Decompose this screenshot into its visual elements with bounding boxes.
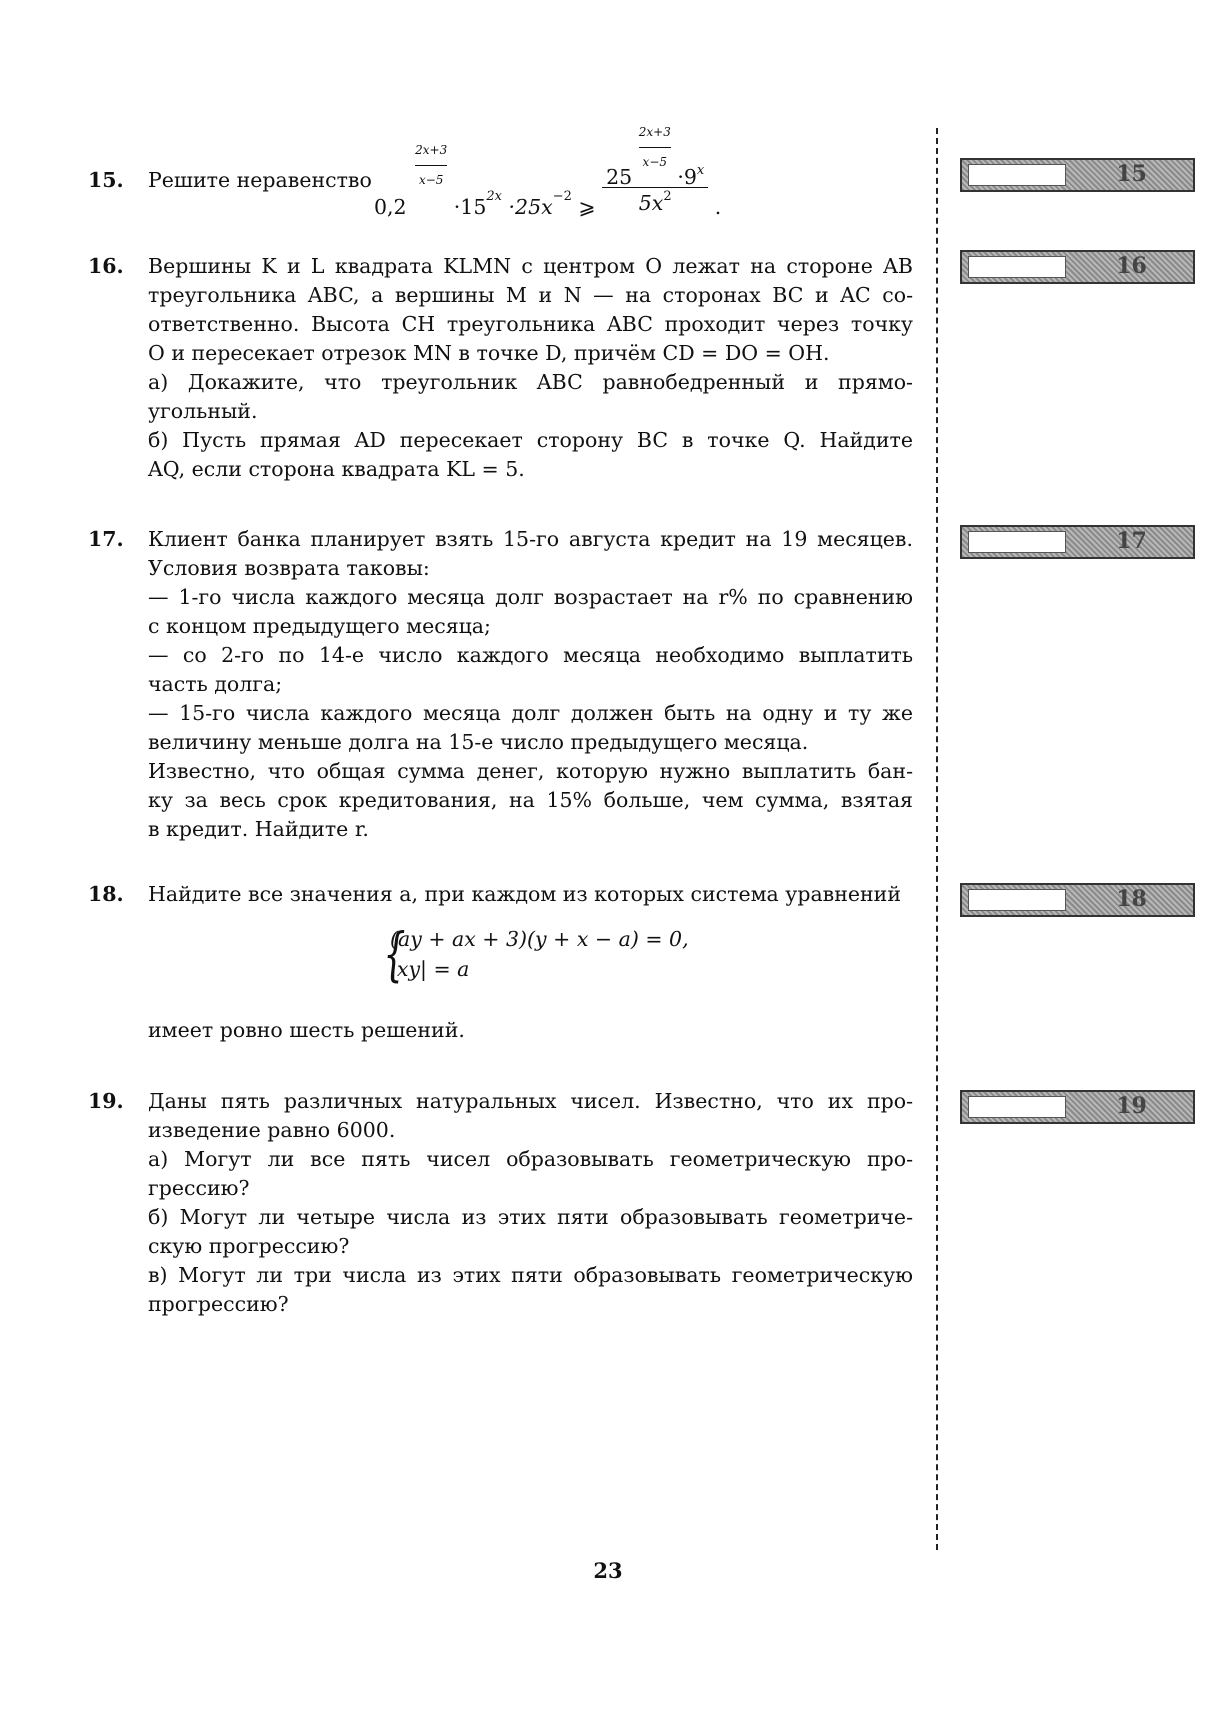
answer-box-label: 19 (1116, 1093, 1147, 1119)
part-a-line: а) Могут ли все пять чисел образовывать геометрическую про- (148, 1147, 913, 1171)
answer-box-label: 17 (1116, 528, 1147, 554)
cut-line (936, 128, 938, 1550)
text-line: треугольника ABC, а вершины M и N — на сторонах BC и AC со- (148, 283, 913, 307)
part-b-line: AQ, если сторона квадрата KL = 5. (148, 457, 525, 481)
problem-18 (88, 880, 913, 1060)
equation-2: |xy| = a (390, 957, 470, 981)
problem-17 (88, 525, 913, 844)
part-c-line: прогрессию? (148, 1292, 289, 1316)
part-a-line: угольный. (148, 399, 258, 423)
text-line: — со 2-го по 14-е число каждого месяца необходимо выплатить (148, 643, 913, 667)
answer-field-15[interactable] (968, 164, 1066, 186)
answer-box-label: 15 (1116, 161, 1147, 187)
answer-box-label: 16 (1116, 253, 1147, 279)
text-line: Условия возврата таковы: (148, 556, 430, 580)
text-line: с концом предыдущего месяца; (148, 614, 491, 638)
problem-number: 15. (88, 168, 124, 192)
problem-18-tail (148, 1016, 913, 1045)
problem-18-body (148, 880, 913, 909)
inequality-formula: 0,2 $\frac{2x+3}{x-5}$ $\cdot 15_{2x} \cdot 25x_{-2}$ ⩾ 25 $\frac{2x+3}{x-5}$ ·9x $5x^2$ . (374, 140, 721, 234)
text-line: Клиент банка планирует взять 15-го августа кредит на 19 месяцев. (148, 527, 913, 551)
answer-field-17[interactable] (968, 531, 1066, 553)
problem-16-body (148, 252, 913, 484)
text-line: — 15-го числа каждого месяца долг должен быть на одну и ту же (148, 701, 913, 725)
answer-field-19[interactable] (968, 1096, 1066, 1118)
text-line: Найдите все значения a, при каждом из которых система уравнений (148, 882, 902, 906)
answer-box-15[interactable] (960, 158, 1195, 192)
text-line: имеет ровно шесть решений. (148, 1018, 465, 1042)
problem-16 (88, 252, 913, 484)
answer-box-17[interactable] (960, 525, 1195, 559)
part-b-line: б) Пусть прямая AD пересекает сторону BC в точке Q. Найдите (148, 428, 913, 452)
answer-field-18[interactable] (968, 889, 1066, 911)
text-line: изведение равно 6000. (148, 1118, 396, 1142)
answer-box-16[interactable] (960, 250, 1195, 284)
text-line: Вершины K и L квадрата KLMN с центром O лежат на стороне AB (148, 254, 913, 278)
text-line: ответственно. Высота CH треугольника ABC проходит через точку (148, 312, 913, 336)
rhs-fraction: 25 $\frac{2x+3}{x-5}$ ·9x $5x^2$ (602, 128, 708, 222)
equation-1: (ay + ax + 3)(y + x − a) = 0, (390, 927, 689, 951)
problem-17-body (148, 525, 913, 844)
text-line: ку за весь срок кредитования, на 15% больше, чем сумма, взятая (148, 788, 913, 812)
text-line: часть долга; (148, 672, 283, 696)
problem-number: 16. (88, 254, 124, 278)
equation-system (383, 920, 689, 988)
part-a-line: а) Докажите, что треугольник ABC равнобедренный и прямо- (148, 370, 913, 394)
text-line: величину меньше долга на 15-е число предыдущего месяца. (148, 730, 809, 754)
problem-15 (88, 125, 913, 220)
page-number: 23 (593, 1558, 623, 1583)
problem-15-body (148, 125, 913, 220)
problem-number: 18. (88, 882, 124, 906)
problem-15-lead: Решите неравенство (148, 168, 372, 192)
problem-19-body (148, 1087, 913, 1319)
system-brace: { (383, 920, 406, 988)
part-c-line: в) Могут ли три числа из этих пяти образовывать геометрическую (148, 1263, 913, 1287)
part-a-line: грессию? (148, 1176, 250, 1200)
text-line: в кредит. Найдите r. (148, 817, 369, 841)
text-line: — 1-го числа каждого месяца долг возрастает на r% по сравнению (148, 585, 913, 609)
part-b-line: б) Могут ли четыре числа из этих пяти образовывать геометриче- (148, 1205, 913, 1229)
exponent-fraction: $\frac{2x+3}{x-5}$ (415, 136, 447, 195)
text-line: Даны пять различных натуральных чисел. Известно, что их про- (148, 1089, 913, 1113)
answer-box-19[interactable] (960, 1090, 1195, 1124)
answer-field-16[interactable] (968, 256, 1066, 278)
problem-19 (88, 1087, 913, 1319)
problem-number: 17. (88, 527, 124, 551)
text-line: Известно, что общая сумма денег, которую нужно выплатить бан- (148, 759, 913, 783)
answer-box-18[interactable] (960, 883, 1195, 917)
part-b-line: скую прогрессию? (148, 1234, 350, 1258)
text-line: O и пересекает отрезок MN в точке D, причём CD = DO = OH. (148, 341, 830, 365)
problem-number: 19. (88, 1089, 124, 1113)
answer-box-label: 18 (1116, 886, 1147, 912)
